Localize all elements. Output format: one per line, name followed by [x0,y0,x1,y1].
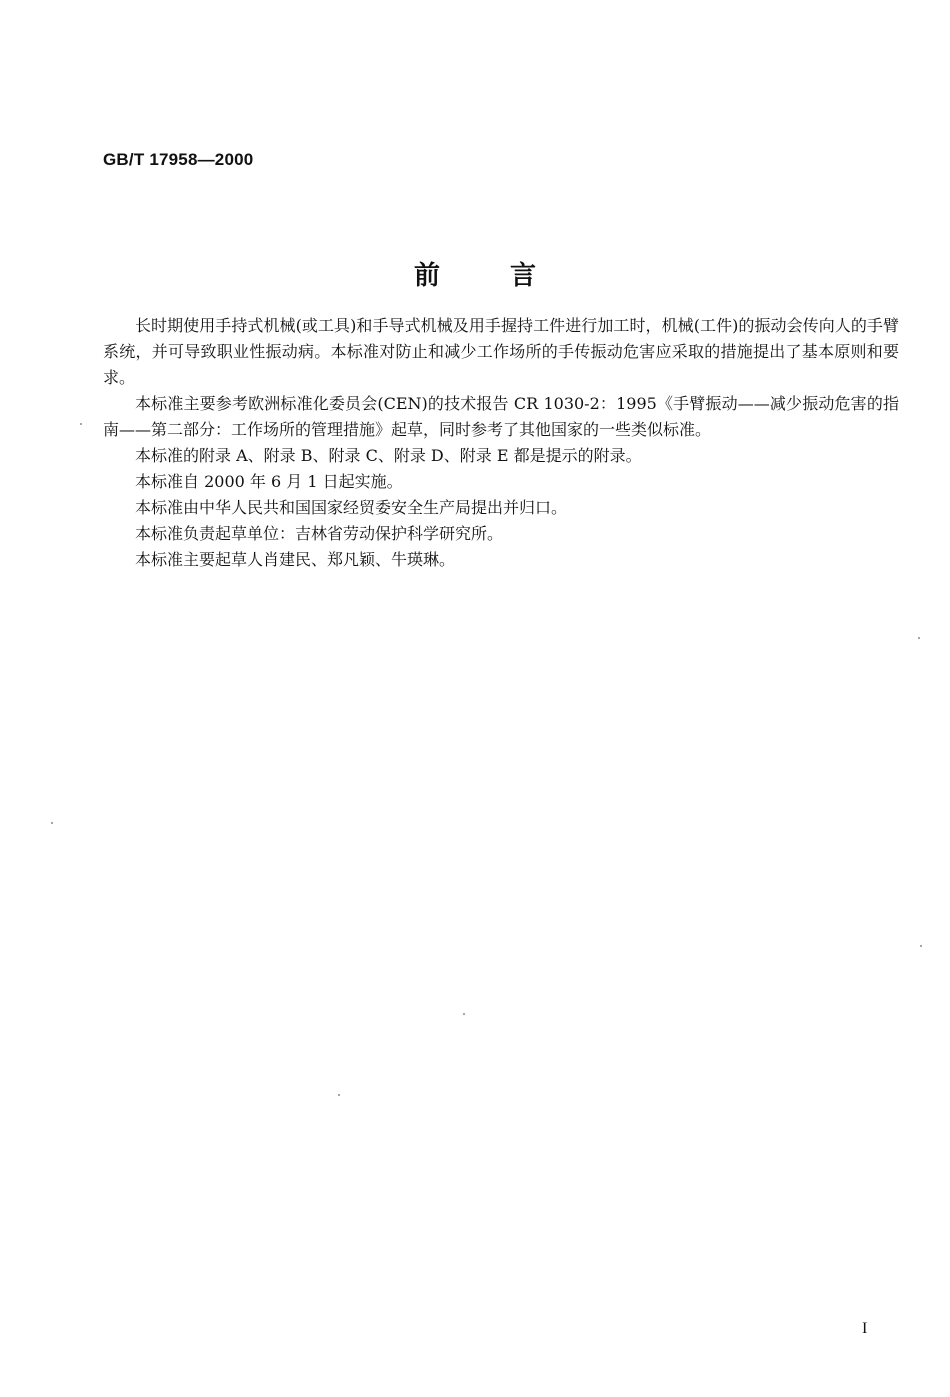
paragraph-1: 长时期使用手持式机械(或工具)和手导式机械及用手握持工件进行加工时，机械(工件)的振动会传向人的手臂系统，并可导致职业性振动病。本标准对防止和减少工作场所的手传振动危害应采取的措施提出了基本原则和要求。 [103,316,899,387]
paragraph-2: 本标准主要参考欧洲标准化委员会(CEN)的技术报告 CR 1030-2：1995《手臂振动——减少振动危害的指南——第二部分：工作场所的管理措施》起草，同时参考了其他国家的一些类似标准。 [103,394,899,439]
scan-speck [920,945,922,947]
foreword-body [103,313,899,573]
standard-code: GB/T 17958—2000 [103,150,254,169]
paragraph-6: 本标准负责起草单位：吉林省劳动保护科学研究所。 [135,524,504,543]
scan-speck [463,1013,465,1015]
scan-speck [51,822,53,824]
page-number: I [862,1320,868,1337]
paragraph-4: 本标准自 2000 年 6 月 1 日起实施。 [135,472,403,491]
scan-speck [918,637,920,639]
paragraph-7: 本标准主要起草人肖建民、郑凡颖、牛瑛琳。 [135,550,456,569]
paragraph-3: 本标准的附录 A、附录 B、附录 C、附录 D、附录 E 都是提示的附录。 [135,446,642,465]
scan-speck [338,1094,340,1096]
scan-speck [80,423,82,425]
page-title: 前言 [413,261,606,291]
paragraph-5: 本标准由中华人民共和国国家经贸委安全生产局提出并归口。 [135,498,568,517]
